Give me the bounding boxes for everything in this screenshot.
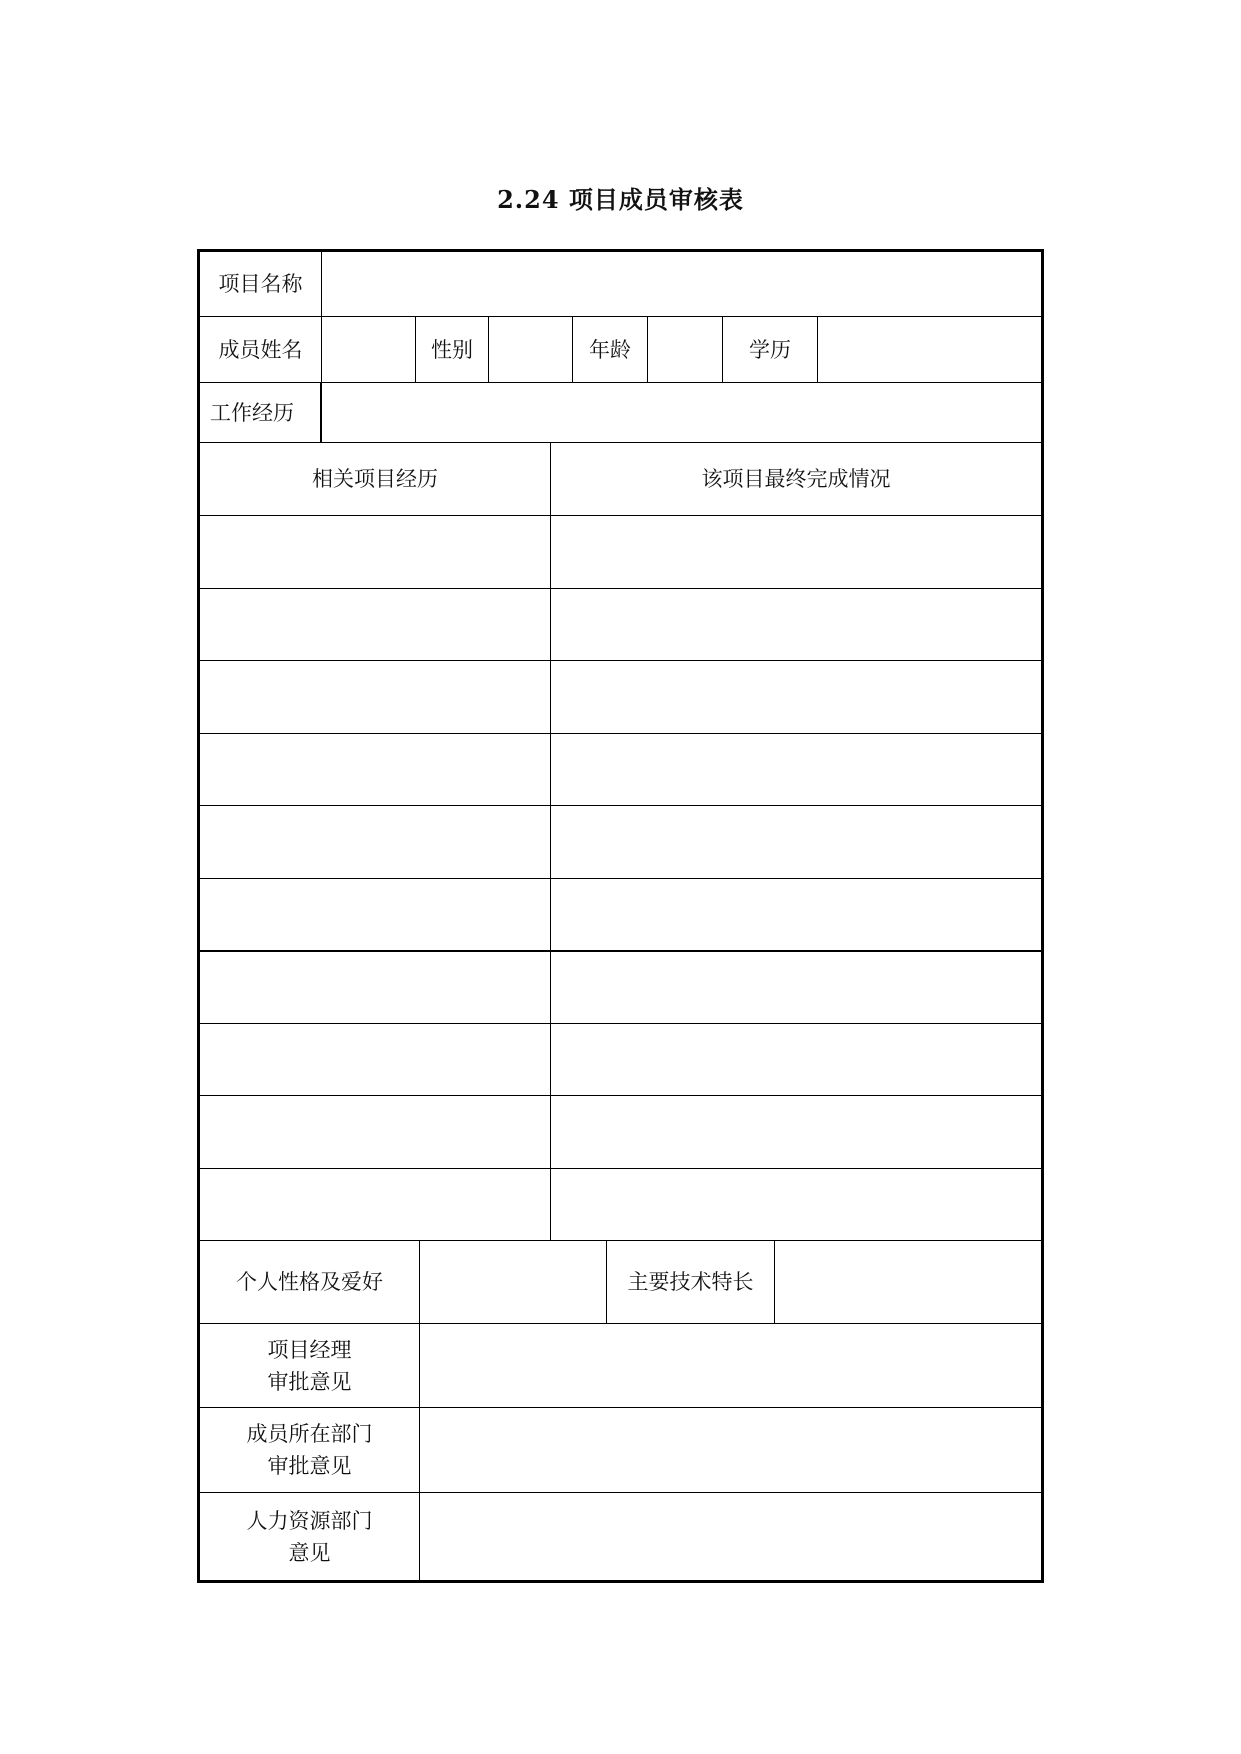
related-projects-header: 相关项目经历 [200,443,551,516]
experience-result-cell[interactable] [551,661,1041,734]
experience-result-cell[interactable] [551,806,1041,879]
experience-result-cell[interactable] [551,1024,1041,1096]
experience-result-cell[interactable] [551,1169,1041,1241]
experience-project-cell[interactable] [200,952,551,1024]
hr-opinion-label-line: 人力资源部门 [246,1508,373,1533]
personality-label: 个人性格及爱好 [200,1241,420,1324]
document-title: 2.24 项目成员审核表 [497,185,744,214]
gender-label: 性别 [416,317,489,383]
pm-approval-label [200,1324,420,1408]
skills-field[interactable] [775,1241,1041,1324]
completion-status-header: 该项目最终完成情况 [551,443,1041,516]
pm-approval-label-line: 审批意见 [267,1369,352,1394]
experience-result-cell[interactable] [551,734,1041,806]
personality-field[interactable] [420,1241,607,1324]
experience-project-cell[interactable] [200,661,551,734]
hr-opinion-field[interactable] [420,1493,1041,1580]
project-name-label: 项目名称 [200,252,322,317]
dept-approval-label-line: 成员所在部门 [246,1422,373,1446]
pm-approval-label-line: 项目经理 [267,1337,352,1362]
experience-project-cell[interactable] [200,516,551,589]
experience-project-cell[interactable] [200,806,551,879]
gender-field[interactable] [489,317,573,383]
age-field[interactable] [648,317,723,383]
age-label: 年龄 [573,317,648,383]
experience-project-cell[interactable] [200,879,551,952]
experience-result-cell[interactable] [551,952,1041,1024]
member-review-form [197,249,1044,1583]
experience-result-cell[interactable] [551,879,1041,952]
skills-label: 主要技术特长 [607,1241,775,1324]
education-field[interactable] [818,317,1041,383]
member-name-label: 成员姓名 [200,317,322,383]
dept-approval-field[interactable] [420,1408,1041,1493]
experience-project-cell[interactable] [200,1024,551,1096]
education-label: 学历 [723,317,818,383]
experience-result-cell[interactable] [551,1096,1041,1169]
dept-approval-label-line: 审批意见 [267,1454,352,1478]
project-name-field[interactable] [322,252,1041,317]
hr-opinion-label-line: 意见 [288,1540,331,1565]
experience-project-cell[interactable] [200,1096,551,1169]
experience-project-cell[interactable] [200,734,551,806]
experience-result-cell[interactable] [551,516,1041,589]
work-history-label: 工作经历 [200,383,322,443]
pm-approval-field[interactable] [420,1324,1041,1408]
dept-approval-label [200,1408,420,1493]
member-name-field[interactable] [322,317,416,383]
hr-opinion-label [200,1493,420,1580]
experience-project-cell[interactable] [200,589,551,661]
experience-project-cell[interactable] [200,1169,551,1241]
experience-result-cell[interactable] [551,589,1041,661]
work-history-field[interactable] [322,383,1041,443]
